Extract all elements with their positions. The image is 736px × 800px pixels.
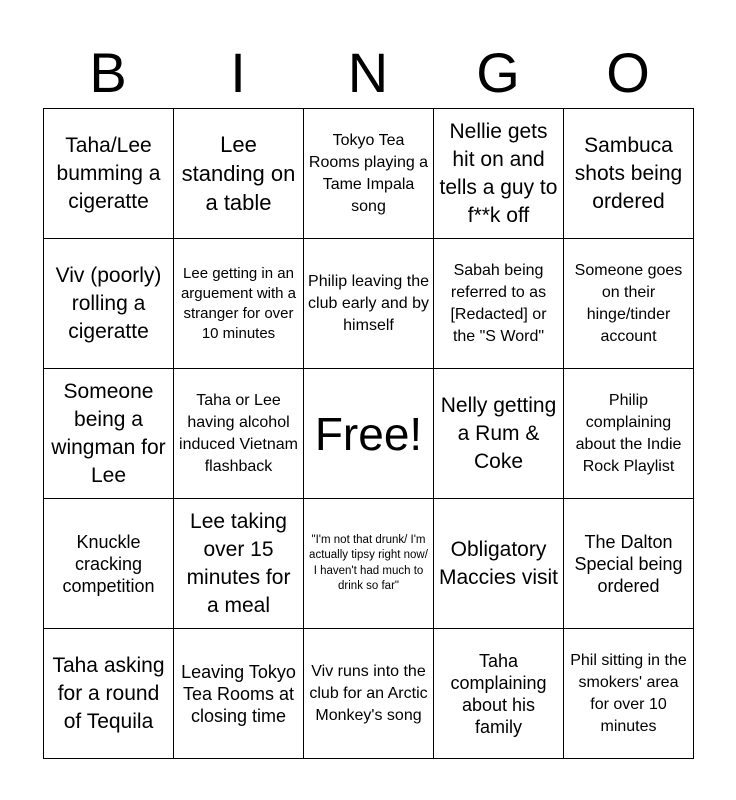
- board-row: [44, 239, 694, 369]
- bingo-cell[interactable]: Philip complaining about the Indie Rock Playlist: [564, 369, 694, 499]
- bingo-cell[interactable]: Leaving Tokyo Tea Rooms at closing time: [174, 629, 304, 759]
- bingo-cell[interactable]: Someone being a wingman for Lee: [44, 369, 174, 499]
- board-row: [44, 109, 694, 239]
- board-row: [44, 629, 694, 759]
- bingo-cell[interactable]: Sambuca shots being ordered: [564, 109, 694, 239]
- board-row: [44, 369, 694, 499]
- bingo-cell[interactable]: The Dalton Special being ordered: [564, 499, 694, 629]
- bingo-cell[interactable]: Philip leaving the club early and by himself: [304, 239, 434, 369]
- header-letter-n: N: [347, 41, 389, 104]
- board-row: [44, 499, 694, 629]
- bingo-cell[interactable]: Taha or Lee having alcohol induced Vietnam flashback: [174, 369, 304, 499]
- bingo-cell[interactable]: Lee taking over 15 minutes for a meal: [174, 499, 304, 629]
- bingo-board: [43, 108, 694, 759]
- bingo-cell[interactable]: Someone goes on their hinge/tinder account: [564, 239, 694, 369]
- header-letter-o: O: [606, 41, 650, 104]
- bingo-cell[interactable]: Sabah being referred to as [Redacted] or the "S Word": [434, 239, 564, 369]
- bingo-cell[interactable]: Taha complaining about his family: [434, 629, 564, 759]
- bingo-cell[interactable]: Nellie gets hit on and tells a guy to f**k off: [434, 109, 564, 239]
- header-letter-i: I: [230, 41, 246, 104]
- bingo-header: [43, 38, 693, 108]
- bingo-cell[interactable]: Viv (poorly) rolling a cigeratte: [44, 239, 174, 369]
- bingo-cell[interactable]: Taha/Lee bumming a cigeratte: [44, 109, 174, 239]
- bingo-cell[interactable]: Viv runs into the club for an Arctic Monkey's song: [304, 629, 434, 759]
- bingo-cell[interactable]: Tokyo Tea Rooms playing a Tame Impala song: [304, 109, 434, 239]
- bingo-cell[interactable]: "I'm not that drunk/ I'm actually tipsy right now/ I haven't had much to drink so far": [304, 499, 434, 629]
- bingo-cell[interactable]: Knuckle cracking competition: [44, 499, 174, 629]
- bingo-cell[interactable]: Lee getting in an arguement with a stranger for over 10 minutes: [174, 239, 304, 369]
- header-letter-g: G: [476, 41, 520, 104]
- bingo-cell[interactable]: Obligatory Maccies visit: [434, 499, 564, 629]
- header-letter-b: B: [89, 41, 127, 104]
- bingo-cell[interactable]: Nelly getting a Rum & Coke: [434, 369, 564, 499]
- bingo-cell[interactable]: Phil sitting in the smokers' area for over 10 minutes: [564, 629, 694, 759]
- bingo-cell[interactable]: Lee standing on a table: [174, 109, 304, 239]
- bingo-cell[interactable]: Taha asking for a round of Tequila: [44, 629, 174, 759]
- free-space-cell[interactable]: Free!: [304, 369, 434, 499]
